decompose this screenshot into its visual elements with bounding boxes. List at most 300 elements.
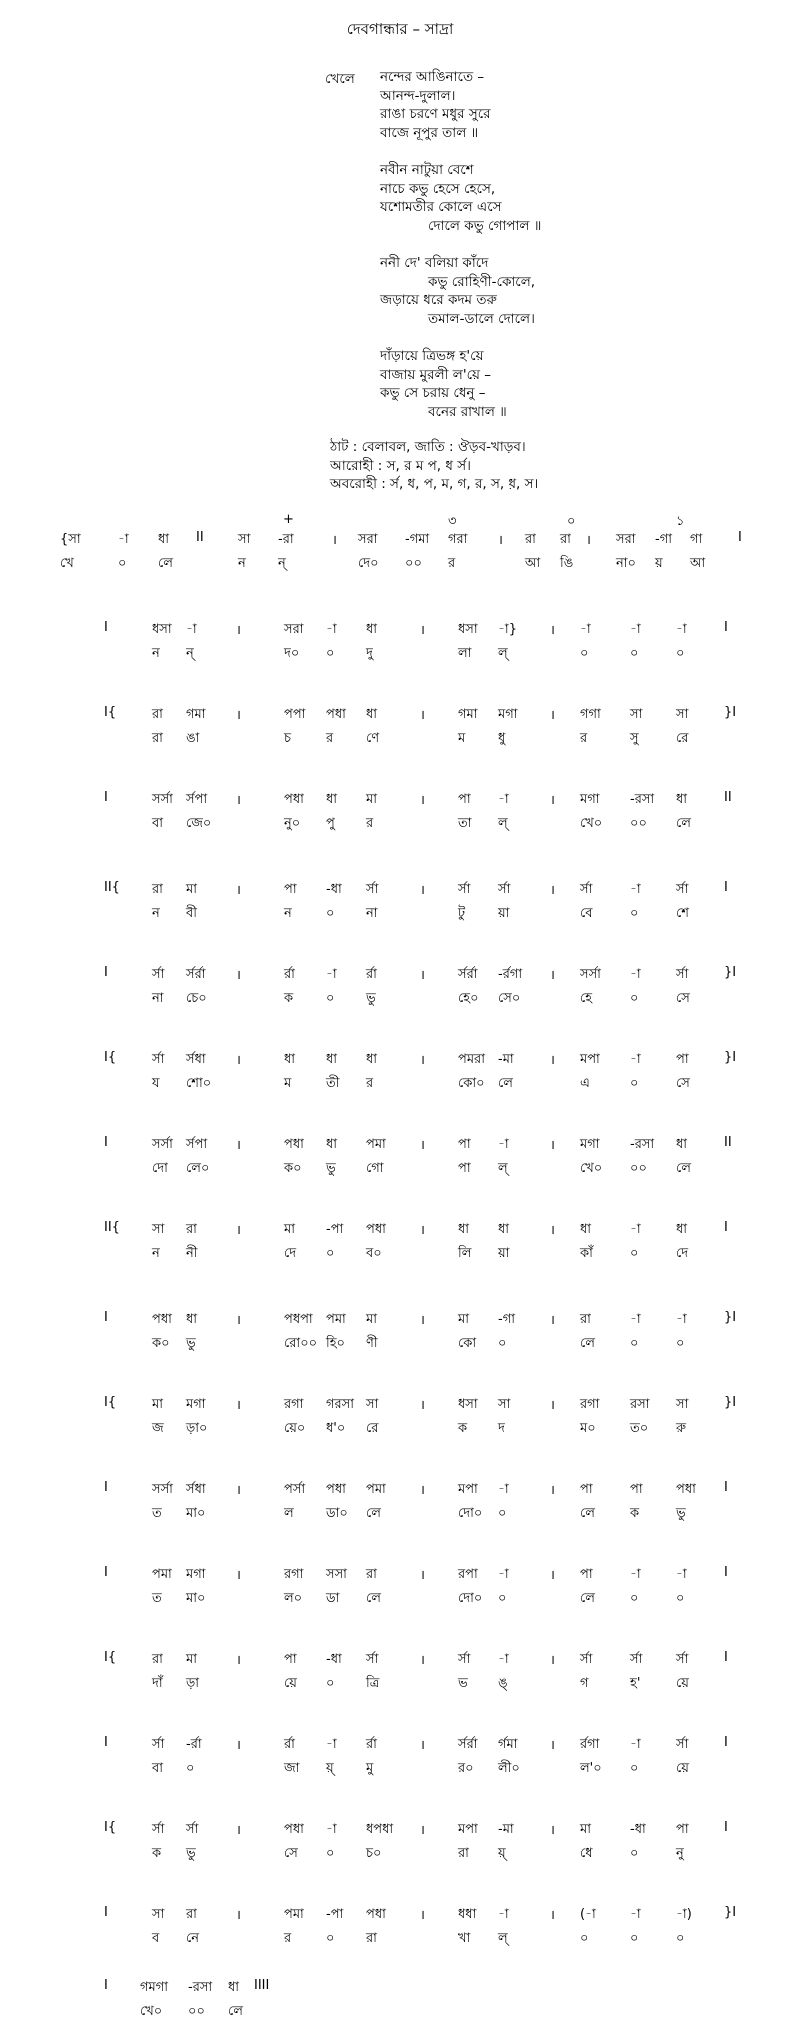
lyric-syllable: য়্ [498, 1846, 506, 1861]
swara-note: রা [560, 532, 571, 547]
swara-note: পমা [326, 1312, 346, 1327]
swara-note: ধা [228, 1980, 240, 1995]
lyric-syllable: সে০ [498, 991, 521, 1006]
lyric-syllable: বা [152, 816, 164, 831]
bar-separator: । [550, 1653, 555, 1668]
lyric-syllable: এ [580, 1076, 590, 1091]
lyric-syllable: ন [238, 556, 246, 571]
swara-note: পধা [366, 1222, 386, 1237]
taal-beat-markers [0, 512, 800, 530]
swara-note: পা [630, 1482, 643, 1497]
swara-note: -া [498, 1652, 509, 1667]
bar-separator: । [550, 1138, 555, 1153]
swara-note: সর্সা [580, 967, 601, 982]
lyric-syllable: ০ [498, 1336, 507, 1351]
bar-separator: । [550, 1738, 555, 1753]
swara-note: -া [498, 1907, 509, 1922]
bar-separator: }I [724, 1905, 737, 1920]
swara-note: র্রা [284, 967, 295, 982]
lyric-line: নাচে কভু হেসে হেসে, [380, 180, 496, 197]
lyric-syllable: ০ [630, 1591, 639, 1606]
bar-separator: । [550, 968, 555, 983]
swara-note: -রা [278, 532, 294, 547]
swara-note: রা [580, 1312, 591, 1327]
lyric-syllable: ভু [326, 1161, 336, 1176]
avaroha: অবরোহী : র্স, ধ, প, ম, গ, র, স, ধ়, স। [330, 476, 539, 492]
notation-row [0, 1650, 800, 1698]
swara-note: ধধা [458, 1907, 477, 1922]
swara-note: মগা [580, 792, 600, 807]
lyric-syllable: খে০ [580, 1161, 603, 1176]
swara-note: সা [152, 1907, 165, 1922]
swara-note: র্রগা [580, 1737, 600, 1752]
bar-separator: । [420, 1138, 425, 1153]
bar-separator: । [550, 1823, 555, 1838]
bar-separator: I [104, 1978, 108, 1993]
lyric-syllable: ০০ [630, 1161, 647, 1176]
swara-note: -গা [655, 532, 672, 547]
bar-separator: I [104, 1735, 108, 1750]
swara-note: -া [118, 532, 129, 547]
lyric-syllable: ব [152, 1931, 160, 1946]
bar-separator: I [104, 965, 108, 980]
lyric-syllable: ঙা [186, 731, 200, 746]
swara-note: -মা [498, 1822, 514, 1837]
swara-note: -া) [676, 1907, 692, 1922]
swara-note: মা [458, 1312, 469, 1327]
swara-note: র্সা [676, 1737, 689, 1752]
swara-note: -ধা [326, 882, 342, 897]
swara-note: ধপধা [366, 1822, 394, 1837]
swara-note: ধা [676, 1222, 688, 1237]
lyric-syllable: ০ [630, 1846, 639, 1861]
lyric-syllable: দে [676, 1246, 689, 1261]
swara-note: -া} [498, 622, 517, 637]
swara-note: পমরা [458, 1052, 485, 1067]
bar-separator: । [236, 1053, 241, 1068]
swara-note: সা [630, 707, 643, 722]
bar-separator: । [236, 793, 241, 808]
lyric-syllable: ধ'০ [326, 1421, 346, 1436]
bar-separator: । [550, 708, 555, 723]
lyric-line: কভু রোহিণী-কোলে, [428, 273, 536, 290]
swara-note: রগা [284, 1567, 304, 1582]
lyric-syllable: ০ [676, 1591, 685, 1606]
lyric-syllable: র০ [458, 1761, 474, 1776]
lyric-syllable: ০ [630, 1076, 639, 1091]
bar-separator: I{ [104, 1650, 117, 1665]
bar-separator: । [236, 1138, 241, 1153]
swara-note: মগা [580, 1137, 600, 1152]
swara-note: র্সা [152, 1822, 165, 1837]
lyric-syllable: লে [580, 1506, 595, 1521]
lyric-syllable: ০০ [630, 816, 647, 831]
swara-note: মপা [458, 1822, 478, 1837]
swara-note: ধা [326, 1052, 338, 1067]
swara-note: -গমা [405, 532, 430, 547]
lyric-syllable: বী [186, 906, 197, 921]
bar-separator: । [236, 1823, 241, 1838]
swara-note: গগা [580, 707, 601, 722]
lyric-syllable: ত [152, 1506, 162, 1521]
swara-note: পধা [676, 1482, 696, 1497]
lyric-syllable: চে০ [186, 991, 207, 1006]
swara-note: ধা [284, 1052, 296, 1067]
swara-note: মগা [498, 707, 518, 722]
lyric-syllable: ক০ [284, 1161, 302, 1176]
lyric-syllable: র [366, 816, 374, 831]
lyric-syllable: ল্ [498, 646, 508, 661]
lyric-syllable: ০ [326, 1931, 335, 1946]
swara-note: -া [630, 882, 641, 897]
lyric-syllable: ০ [326, 1846, 335, 1861]
bar-separator: }I [724, 1310, 737, 1325]
lyric-syllable: লে [366, 1591, 381, 1606]
swara-note: র্সা [366, 1652, 379, 1667]
bar-separator: I [724, 1735, 728, 1750]
swara-note: ধা [366, 622, 378, 637]
lyric-syllable: লে [676, 1161, 691, 1176]
swara-note: র্সা [676, 1652, 689, 1667]
lyric-syllable: ল্ [498, 1931, 508, 1946]
swara-note: -রসা [188, 1980, 213, 1995]
lyric-syllable: মা০ [186, 1506, 206, 1521]
bar-separator: । [236, 1568, 241, 1583]
lyric-syllable: জ [152, 1421, 164, 1436]
lyric-syllable: ভু [186, 1336, 196, 1351]
lyric-syllable: য়ে [284, 1676, 297, 1691]
swara-note: রা [186, 1907, 197, 1922]
bar-separator: I [724, 1480, 728, 1495]
swara-note: ধসা [152, 622, 172, 637]
lyric-syllable: র [448, 556, 456, 571]
lyric-syllable: ল০ [284, 1591, 303, 1606]
bar-separator: । [236, 968, 241, 983]
swara-note: সর্সা [152, 792, 173, 807]
swara-note: -রসা [630, 792, 655, 807]
lyric-syllable: ডা০ [326, 1506, 348, 1521]
bar-separator: । [236, 1223, 241, 1238]
swara-note: সা [676, 707, 689, 722]
lyric-syllable: ০ [326, 1676, 335, 1691]
swara-note: সা [152, 1222, 165, 1237]
swara-note: মপা [580, 1052, 600, 1067]
lyric-syllable: লে [676, 816, 691, 831]
lyric-syllable: দে [284, 1246, 297, 1261]
bar-separator: I [104, 1565, 108, 1580]
lyric-syllable: র [326, 731, 334, 746]
lyric-syllable: র [366, 1076, 374, 1091]
swara-note: রা [366, 1567, 377, 1582]
lyric-syllable: নু [676, 1846, 684, 1861]
lyric-syllable: ব০ [366, 1246, 382, 1261]
lyric-syllable: দু [366, 646, 373, 661]
lyric-syllable: সে [676, 1076, 690, 1091]
swara-note: -া [326, 967, 337, 982]
lyric-syllable: ল্ [498, 816, 508, 831]
bar-separator: }I [724, 705, 737, 720]
lyric-syllable: তা [458, 816, 472, 831]
lyric-line: যশোমতীর কোলে এসে [380, 199, 502, 215]
bar-separator: । [420, 1313, 425, 1328]
aroha: আরোহী : স, র ম প, ধ র্স। [330, 457, 471, 474]
swara-note: গরা [448, 532, 468, 547]
swara-note: রগা [580, 1397, 600, 1412]
lyric-syllable: য়ে [676, 1676, 689, 1691]
lyric-syllable: ভু [186, 1846, 196, 1861]
lyric-syllable: ন্ [186, 646, 194, 661]
lyric-syllable: নে [186, 1931, 200, 1946]
swara-note: -া [630, 967, 641, 982]
lyric-syllable: খে [60, 556, 74, 571]
bar-separator: I{ [104, 705, 117, 720]
bar-separator: II{ [104, 880, 120, 895]
lyric-line: ননী দে' বলিয়া কাঁদে [380, 255, 489, 271]
bar-separator: I [104, 1480, 108, 1495]
swara-note: পা [676, 1822, 689, 1837]
lyric-syllable: ০ [630, 646, 639, 661]
swara-note: ধা [676, 792, 688, 807]
beat-sam: + [283, 512, 294, 527]
lyric-syllable: লে [158, 556, 173, 571]
bar-separator: । [420, 793, 425, 808]
swara-note: রা [152, 1652, 163, 1667]
lyric-syllable: ন [284, 906, 292, 921]
bar-separator: I [104, 1905, 108, 1920]
lyric-syllable: য়া [498, 1246, 510, 1261]
bar-separator: । [550, 793, 555, 808]
lyric-syllable: ম [458, 731, 466, 746]
swara-note: -রসা [630, 1137, 655, 1152]
bar-separator: । [550, 1313, 555, 1328]
swara-note: র্সা [580, 882, 593, 897]
swara-note: ধা [458, 1222, 470, 1237]
lyric-syllable: ন্ [278, 556, 286, 571]
raga-info [330, 438, 538, 494]
bar-separator: । [420, 1398, 425, 1413]
lyric-syllable: ডা [326, 1591, 340, 1606]
bar-separator: । [420, 1823, 425, 1838]
swara-note: র্গমা [498, 1737, 518, 1752]
lyric-line: কভু সে চরায় ধেনু – [380, 385, 486, 401]
bar-separator: II{ [104, 1220, 120, 1235]
bar-separator: । [550, 1398, 555, 1413]
lyric-syllable: ধু [498, 731, 506, 746]
swara-note: গমগা [140, 1980, 169, 1995]
lyric-syllable: ণী [366, 1336, 378, 1351]
notation-row [0, 705, 800, 753]
lyric-syllable: ক [458, 1421, 468, 1436]
lyric-syllable: লি [458, 1246, 472, 1261]
notation-row [0, 1050, 800, 1098]
swara-note: ধা [676, 1137, 688, 1152]
lyric-syllable: রে [366, 1421, 379, 1436]
lyric-syllable: ০ [498, 1591, 507, 1606]
swara-note: সর্সা [152, 1137, 173, 1152]
lyric-syllable: ন [152, 646, 160, 661]
lyric-syllable: ০ [676, 1931, 685, 1946]
swara-note: মা [186, 882, 197, 897]
beat-second: ৩ [448, 514, 457, 529]
notation-row [0, 1905, 800, 1953]
lyric-syllable: লে [580, 1591, 595, 1606]
lyric-syllable: দো০ [458, 1506, 483, 1521]
swara-note: -া [676, 622, 687, 637]
lyric-syllable: ম০ [580, 1421, 596, 1436]
lyric-line: বনের রাখাল ॥ [428, 403, 507, 420]
lyric-syllable: ণে [366, 731, 380, 746]
lyric-syllable: ঙ্ [498, 1676, 508, 1691]
lyric-syllable: গ [580, 1676, 589, 1691]
bar-separator: I [738, 530, 742, 545]
swara-note: মা [580, 1822, 591, 1837]
swara-note: র্রা [366, 967, 377, 982]
bar-separator: }I [724, 965, 737, 980]
beat-khali: ০ [567, 514, 576, 529]
lyric-syllable: রু [676, 1421, 686, 1436]
lyric-syllable: দো [152, 1161, 168, 1176]
bar-separator: । [420, 883, 425, 898]
swara-note: র্সর্রা [458, 1737, 478, 1752]
swara-note: ধা [326, 1137, 338, 1152]
lyric-syllable: না [366, 906, 378, 921]
swara-note: র্সা [630, 1652, 643, 1667]
lyric-syllable: য়ে০ [284, 1421, 306, 1436]
swara-note: (-া [580, 1907, 596, 1922]
swara-note: পা [580, 1567, 593, 1582]
bar-separator: I{ [104, 1050, 117, 1065]
lyric-syllable: গো [366, 1161, 384, 1176]
swara-note: পপা [284, 707, 306, 722]
lyric-syllable: লে [580, 1336, 595, 1351]
swara-note: -া [630, 1222, 641, 1237]
swara-note: গমা [458, 707, 478, 722]
notation-row [0, 790, 800, 838]
lyric-syllable: ০ [326, 991, 335, 1006]
bar-separator: I [724, 880, 728, 895]
swara-note: -া [630, 1052, 641, 1067]
lyric-syllable: ০ [676, 1336, 685, 1351]
lyric-syllable: ০ [630, 1761, 639, 1776]
swara-note: রপা [458, 1567, 478, 1582]
swara-note: -া [676, 1567, 687, 1582]
bar-separator: । [550, 883, 555, 898]
swara-note: র্সা [152, 1737, 165, 1752]
lyric-syllable: চ০ [366, 1846, 382, 1861]
bar-separator: I{ [104, 1820, 117, 1835]
swara-note: রা [152, 882, 163, 897]
lyric-syllable: রা [458, 1846, 469, 1861]
swara-note: র্সর্রা [458, 967, 478, 982]
lyric-syllable: র [284, 1931, 292, 1946]
swara-note: পমা [152, 1567, 172, 1582]
swara-note: মা [152, 1397, 163, 1412]
swara-note: পধা [284, 1137, 304, 1152]
swara-note: মা [284, 1222, 295, 1237]
lyric-syllable: জে০ [186, 816, 212, 831]
swara-note: -া [326, 1822, 337, 1837]
lyric-syllable: বা [152, 1761, 164, 1776]
swara-note: -া [630, 1567, 641, 1582]
swara-note: -া [498, 792, 509, 807]
bar-separator: I [724, 1650, 728, 1665]
lyric-syllable: জা [284, 1761, 300, 1776]
swara-note: ধা [366, 1052, 378, 1067]
swara-note: সা [238, 532, 251, 547]
lyric-line: বাজায় মুরলী ল'য়ে – [380, 366, 492, 383]
swara-note: পধা [284, 792, 304, 807]
swara-note: সসা [326, 1567, 347, 1582]
notation-row [0, 1395, 800, 1443]
swara-note: -া [498, 1567, 509, 1582]
swara-note: পধা [366, 1907, 386, 1922]
swara-note: গা [690, 532, 703, 547]
bar-separator: I [724, 1565, 728, 1580]
swara-note: ধা [158, 532, 170, 547]
swara-note: র্সা [458, 1652, 471, 1667]
lyric-syllable: কো [458, 1336, 477, 1351]
bar-separator: II [196, 530, 204, 545]
swara-note: ধা [498, 1222, 510, 1237]
lyric-syllable: ড়া [186, 1676, 200, 1691]
notation-row [0, 1565, 800, 1613]
swara-note: রসা [630, 1397, 650, 1412]
song-lead-word: খেলে [325, 71, 355, 87]
swara-note: সরা [616, 532, 636, 547]
lyric-syllable: কো০ [458, 1076, 485, 1091]
lyric-line: দোলে কভু গোপাল ॥ [428, 217, 542, 234]
lyric-syllable: ত [152, 1591, 162, 1606]
notation-row [0, 530, 800, 578]
lyric-syllable: ভু [676, 1506, 686, 1521]
lyric-syllable: আ [690, 556, 706, 571]
bar-separator: I [724, 1820, 728, 1835]
lyric-syllable: দ [498, 1421, 505, 1436]
lyric-syllable: সু [630, 731, 639, 746]
bar-separator: I [104, 790, 108, 805]
lyric-syllable: ০ [630, 1336, 639, 1351]
swara-note: পধা [326, 1482, 346, 1497]
swara-note: মপা [458, 1482, 478, 1497]
swara-note: মা [366, 1312, 377, 1327]
swara-note: পমা [366, 1482, 386, 1497]
swara-note: র্সা [458, 882, 471, 897]
lyric-syllable: ড়া০ [186, 1421, 208, 1436]
bar-separator: । [550, 623, 555, 638]
lyric-syllable: রে [676, 731, 689, 746]
lyric-syllable: মু [366, 1761, 374, 1776]
swara-note: -া [630, 1907, 641, 1922]
swara-note: র্সা [676, 967, 689, 982]
lyric-syllable: লে [366, 1506, 381, 1521]
bar-separator: । [236, 1908, 241, 1923]
lyric-syllable: না০ [616, 556, 636, 571]
swara-note: সরা [358, 532, 378, 547]
swara-note: ধসা [458, 1397, 478, 1412]
swara-note: -া [580, 622, 591, 637]
swara-note: র্সা [186, 1822, 199, 1837]
bar-separator: । [420, 1568, 425, 1583]
lyric-syllable: লে০ [186, 1161, 210, 1176]
swara-note: মা [186, 1652, 197, 1667]
bar-separator: । [332, 533, 337, 548]
notation-row [0, 620, 800, 668]
swara-note: মা [366, 792, 377, 807]
lyric-syllable: ন [152, 906, 160, 921]
lyric-syllable: খে০ [140, 2004, 163, 2019]
swara-note: -া [326, 1737, 337, 1752]
swara-note: সা [366, 1397, 379, 1412]
